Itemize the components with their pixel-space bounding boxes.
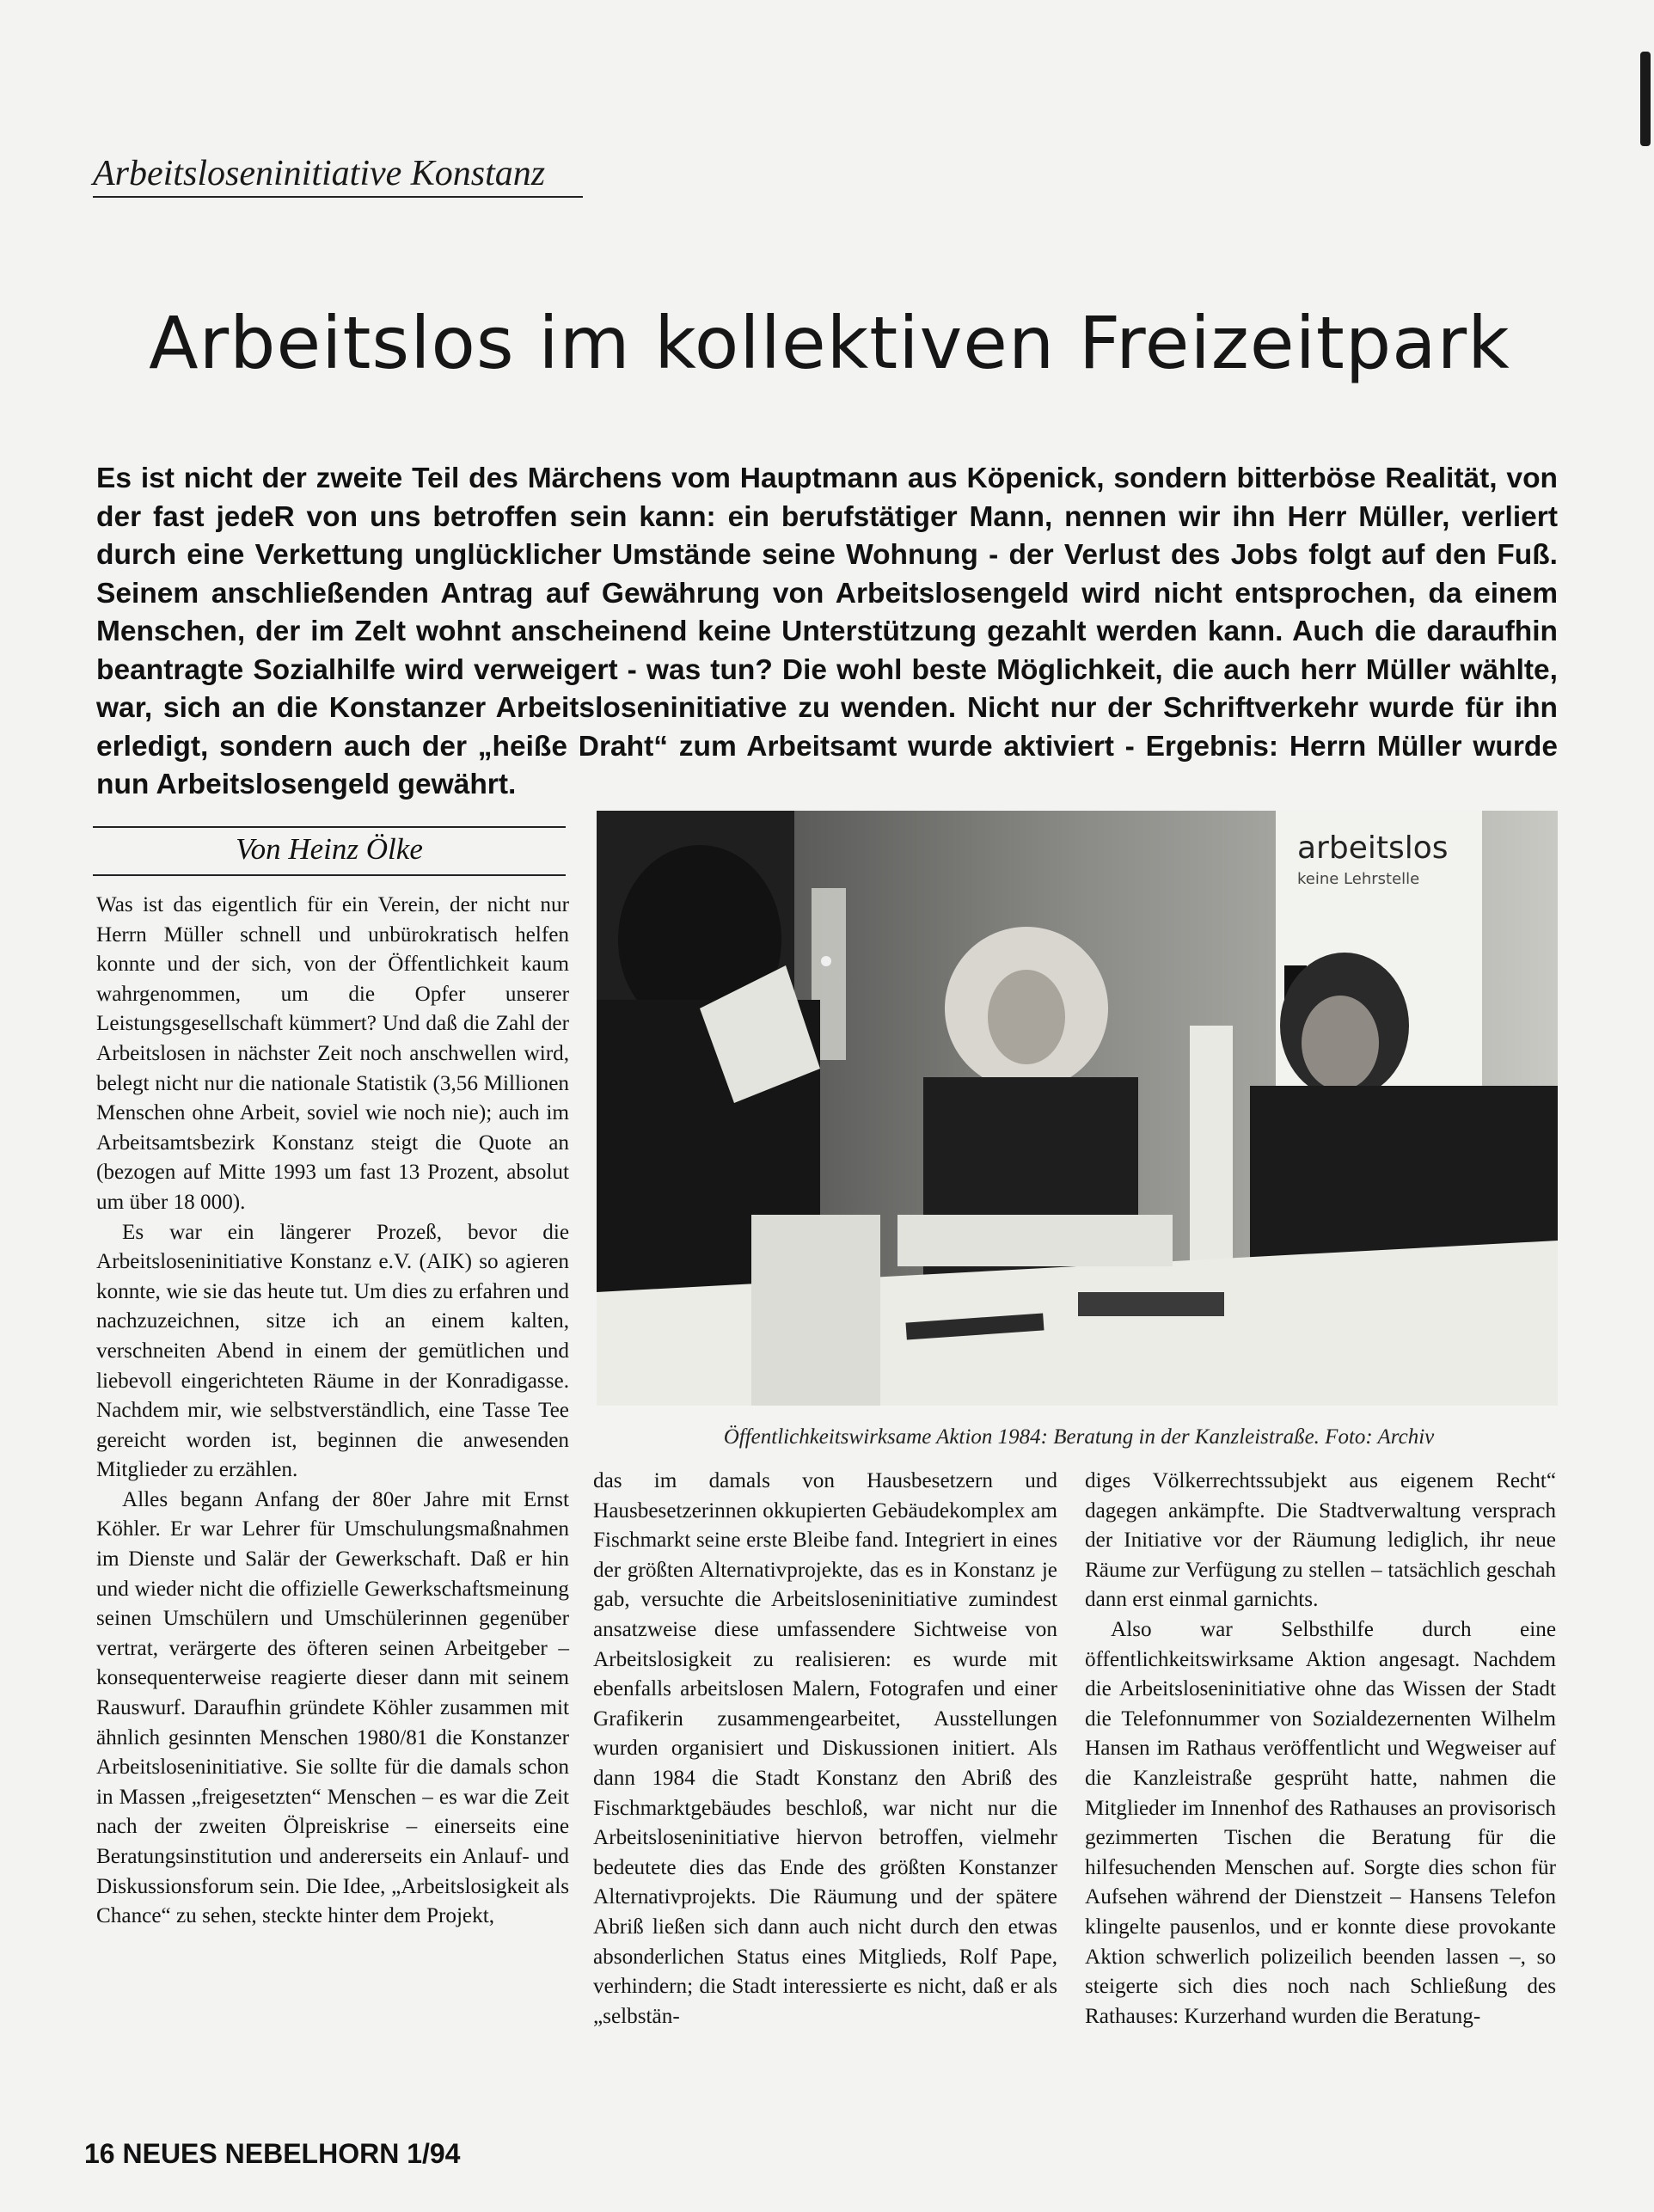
byline: Von Heinz Ölke bbox=[236, 832, 423, 866]
byline-rule-bottom bbox=[93, 874, 566, 876]
text-column-3 bbox=[1085, 1467, 1556, 2031]
article-headline: Arbeitslos im kollektiven Freizeitpark bbox=[149, 301, 1510, 385]
article-photo bbox=[597, 811, 1558, 1406]
person-face-center bbox=[988, 970, 1065, 1064]
sign-title: arbeitslos bbox=[1297, 830, 1449, 866]
photo-highlight bbox=[821, 956, 831, 966]
paragraph: Alles begann Anfang der 80er Jahre mit Ernst Köhler. Er war Lehrer für Umschulungsmaßnahmen im Dienste und Salär der Gewerkschaft. Daß er hin und wieder nicht die offizielle Gewerkschaftsmeinung seinen Umschülern und Umschülerinnen gegenüber vertrat, verärgerte des öfteren seinen Arbeitgeber – konsequenterweise reagierte dieser dann mit seinem Rauswurf. Daraufhin gründete Köhler zusammen mit ähnlich gesinnten Menschen 1980/81 die Konstanzer Arbeitsloseninitiative. Sie sollte für die damals schon in Massen „freigesetzten“ Menschen – es war die Zeit nach der zweiten Ölpreiskrise – einerseits eine Beratungsinstitution und andererseits ein Anlauf- und Diskussionsforum sein. Die Idee, „Arbeitslosigkeit als Chance“ zu sehen, steckte hinter dem Projekt, bbox=[96, 1487, 569, 1928]
paragraph: Es war ein längerer Prozeß, bevor die Arbeitsloseninitiative Konstanz e.V. (AIK) so agieren konnte, wie sie das heute tut. Um dies zu erfahren und nachzuzeichnen, sitze ich an einem kalten, verschneiten Abend in einem der gemütlichen und liebevoll eingerichteten Räume in der Konradigasse. Nachdem mir, wie selbstverständlich, eine Tasse Tee gereicht worden ist, beginnen die anwesenden Mitglieder zu erzählen. bbox=[96, 1220, 569, 1482]
table-front bbox=[751, 1215, 880, 1406]
page-footer: 16 NEUES NEBELHORN 1/94 bbox=[84, 2138, 461, 2169]
byline-rule-top bbox=[93, 826, 566, 828]
person-face-right bbox=[1302, 996, 1379, 1090]
book-thick bbox=[1078, 1292, 1224, 1316]
paragraph: das im damals von Hausbesetzern und Hausbesetzerinnen okkupierten Gebäudekomplex am Fischmarkt seine erste Bleibe fand. Integriert in eines der größten Alternativprojekte, das es in Konstanz je gab, versuchte die Arbeitsloseninitiative zumindest ansatzweise diese umfassendere Sichtweise von Arbeitslosigkeit zu realisieren: es wurde mit ebenfalls arbeitslosen Malern, Fotografen und einer Grafikerin zusammengearbeitet, Ausstellungen wurden organisiert und Diskussionen initiert. Als dann 1984 die Stadt Konstanz den Abriß des Fischmarktgebäudes beschloß, war nicht nur die Arbeitsloseninitiative hiervon betroffen, vielmehr bedeutete dies das Ende des größten Konstanzer Alternativprojekts. Die Räumung und der spätere Abriß ließen sich dann auch nicht durch den etwas absonderlichen Status eines Mitglieds, Rolf Pape, verhindern; die Stadt interessierte es nicht, daß er als „selbstän- bbox=[593, 1469, 1057, 2028]
section-kicker: Arbeitsloseninitiative Konstanz bbox=[93, 153, 583, 198]
text-column-1 bbox=[96, 891, 569, 1932]
paragraph: Was ist das eigentlich für ein Verein, der nicht nur Herrn Müller schnell und unbürokratisch helfen konnte und der sich, von der Öffentlichkeit kaum wahrgenommen, um die Opfer unserer Leistungsgesellschaft kümmert? Und daß die Zahl der Arbeitslosen in nächster Zeit noch anschwellen wird, belegt nicht nur die nationale Statistik (3,56 Millionen Menschen ohne Arbeit, soviel wie noch nie); auch im Arbeitsamtsbezirk Konstanz steigt die Quote an (bezogen auf Mitte 1993 um fast 13 Prozent, absolut um über 18 000). bbox=[96, 893, 569, 1214]
text-column-2 bbox=[593, 1467, 1057, 2031]
photo-caption: Öffentlichkeitswirksame Aktion 1984: Beratung in der Kanzleistraße. Foto: Archiv bbox=[723, 1425, 1435, 1449]
table-papers bbox=[897, 1215, 1173, 1266]
photo-illustration bbox=[597, 811, 1558, 1406]
sign-subtitle: keine Lehrstelle bbox=[1297, 870, 1420, 888]
article-lead: Es ist nicht der zweite Teil des Märchens vom Hauptmann aus Köpenick, sondern bitterböse Realität, von der fast jedeR von uns betroffen sein kann: ein berufstätiger Mann, nennen wir ihn Herr Müller, verliert durch eine Verkettung unglücklicher Umstände seine Wohnung - der Verlust des Jobs folgt auf den Fuß. Seinem anschließenden Antrag auf Gewährung von Arbeitslosengeld wird nicht entsprochen, da einem Menschen, der im Zelt wohnt anscheinend keine Unterstützung gezahlt werden kann. Auch die daraufhin beantragte Sozialhilfe wird verweigert - was tun? Die wohl beste Möglichkeit, die auch herr Müller wählte, war, sich an die Konstanzer Arbeitsloseninitiative zu wenden. Nicht nur der Schriftverkehr wurde für ihn erledigt, sondern auch der „heiße Draht“ zum Arbeitsamt wurde aktiviert - Ergebnis: Herrn Müller wurde nun Arbeitslosengeld gewährt. bbox=[96, 463, 1558, 800]
scan-edge-mark bbox=[1640, 52, 1651, 146]
paragraph: Also war Selbsthilfe durch eine öffentlichkeitswirksame Aktion angesagt. Nachdem die Arbeitsloseninitiative ohne das Wissen der Stadt die Telefonnummer von Sozialdezernenten Wilhelm Hansen im Rathaus veröffentlicht und Wegweiser auf die Kanzleistraße gesprüht hatte, nahmen die Mitglieder im Innenhof des Rathauses an provisorisch gezimmerten Tischen die Beratung für die hilfesuchenden Menschen auf. Sorgte dies schon für Aufsehen während der Dienstzeit – Hansens Telefon klingelte pausenlos, und er konnte diese provokante Aktion schwerlich polizeilich beenden lassen –, so steigerte sich dies noch nach Schließung des Rathauses: Kurzerhand wurden die Beratung- bbox=[1085, 1617, 1556, 2028]
paragraph: diges Völkerrechtssubjekt aus eigenem Recht“ dagegen ankämpfte. Die Stadtverwaltung versprach der Initiative vor der Räumung lediglich, ihr neue Räume zur Verfügung zu stellen – tatsächlich geschah dann erst einmal garnichts. bbox=[1085, 1469, 1556, 1612]
